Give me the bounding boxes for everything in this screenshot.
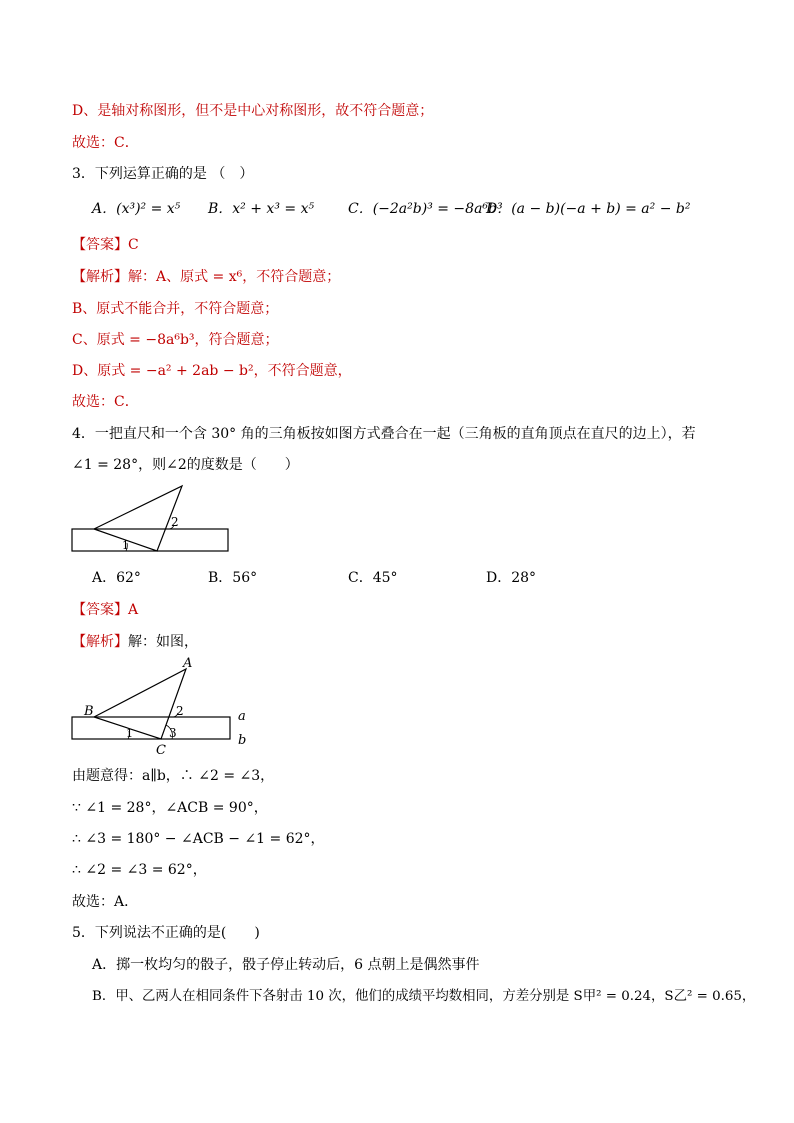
explanation-3-b: B、原式不能合并，不符合题意； — [72, 301, 279, 317]
q4-option-d: D．28° — [486, 570, 537, 586]
line-b-label: b — [238, 733, 247, 748]
angle1-label: 1 — [122, 539, 129, 552]
step-2: ∵ ∠1 = 28°，∠ACB = 90°， — [72, 800, 268, 816]
question-5-stem: 5．下列说法不正确的是( ) — [72, 925, 260, 941]
explanation-4-text: 解：如图， — [128, 634, 198, 650]
q3-option-d: D．(a − b)(−a + b) = a² − b² — [486, 201, 691, 217]
q3-option-b: B．x² + x³ = x⁵ — [208, 201, 315, 217]
q5-option-a: A．掷一枚均匀的骰子，骰子停止转动后，6 点朝上是偶然事件 — [92, 957, 480, 973]
step-1: 由题意得：a∥b，∴ ∠2 = ∠3， — [72, 768, 275, 784]
step-4: ∴ ∠2 = ∠3 = 62°， — [72, 862, 207, 878]
angle3-label: 3 — [169, 726, 177, 740]
choose-3: 故选：C． — [72, 394, 139, 410]
q4-option-a: A．62° — [92, 570, 141, 586]
choose-4: 故选：A． — [72, 894, 139, 910]
answer-3: 【答案】C — [72, 237, 139, 253]
line-a-label: a — [238, 709, 246, 724]
explanation-4-first-line — [72, 632, 198, 652]
step-3: ∴ ∠3 = 180° − ∠ACB − ∠1 = 62°， — [72, 831, 325, 847]
vertex-b-label: B — [84, 704, 94, 719]
question-4-figure — [70, 482, 235, 556]
prev-choose-line: 故选：C． — [72, 135, 139, 151]
answer-4: 【答案】A — [72, 602, 139, 618]
q5-option-b: B．甲、乙两人在相同条件下各射击 10 次，他们的成绩平均数相同，方差分别是 S甲² = 0.24，S乙² = 0.65， — [92, 989, 756, 1004]
vertex-c-label: C — [156, 743, 166, 758]
angle2-label: 2 — [171, 515, 179, 529]
explanation-3-c: C、原式 = −8a⁶b³，符合题意； — [72, 332, 279, 348]
explanation-label: 【解析】 — [72, 269, 128, 285]
question-4-stem-line2: ∠1 = 28°，则∠2的度数是（ ） — [72, 457, 299, 473]
explanation-3-a: 解：A、原式 = x⁶，不符合题意； — [128, 269, 341, 285]
question-3-stem: 3．下列运算正确的是 （ ） — [72, 166, 254, 182]
angle2-label: 2 — [176, 704, 184, 718]
q4-option-b: B．56° — [208, 570, 258, 586]
vertex-a-label: A — [183, 656, 193, 671]
explanation-4-figure — [70, 655, 260, 760]
q3-option-c: C．(−2a²b)³ = −8a⁶b³ — [348, 201, 503, 217]
triangle-shape — [94, 486, 182, 551]
question-4-stem-line1: 4．一把直尺和一个含 30° 角的三角板按如图方式叠合在一起（三角板的直角顶点在直尺的边上），若 — [72, 426, 696, 442]
explanation-3-d: D、原式 = −a² + 2ab − b²，不符合题意， — [72, 363, 352, 379]
angle1-label: 1 — [126, 727, 133, 740]
explanation-label: 【解析】 — [72, 634, 128, 650]
q4-option-c: C．45° — [348, 570, 398, 586]
explanation-3-first-line — [72, 267, 340, 287]
ruler-shape — [72, 529, 228, 551]
q3-option-a: A．(x³)² = x⁵ — [92, 201, 181, 217]
prev-option-d-analysis: D、是轴对称图形，但不是中心对称图形，故不符合题意； — [72, 103, 434, 119]
